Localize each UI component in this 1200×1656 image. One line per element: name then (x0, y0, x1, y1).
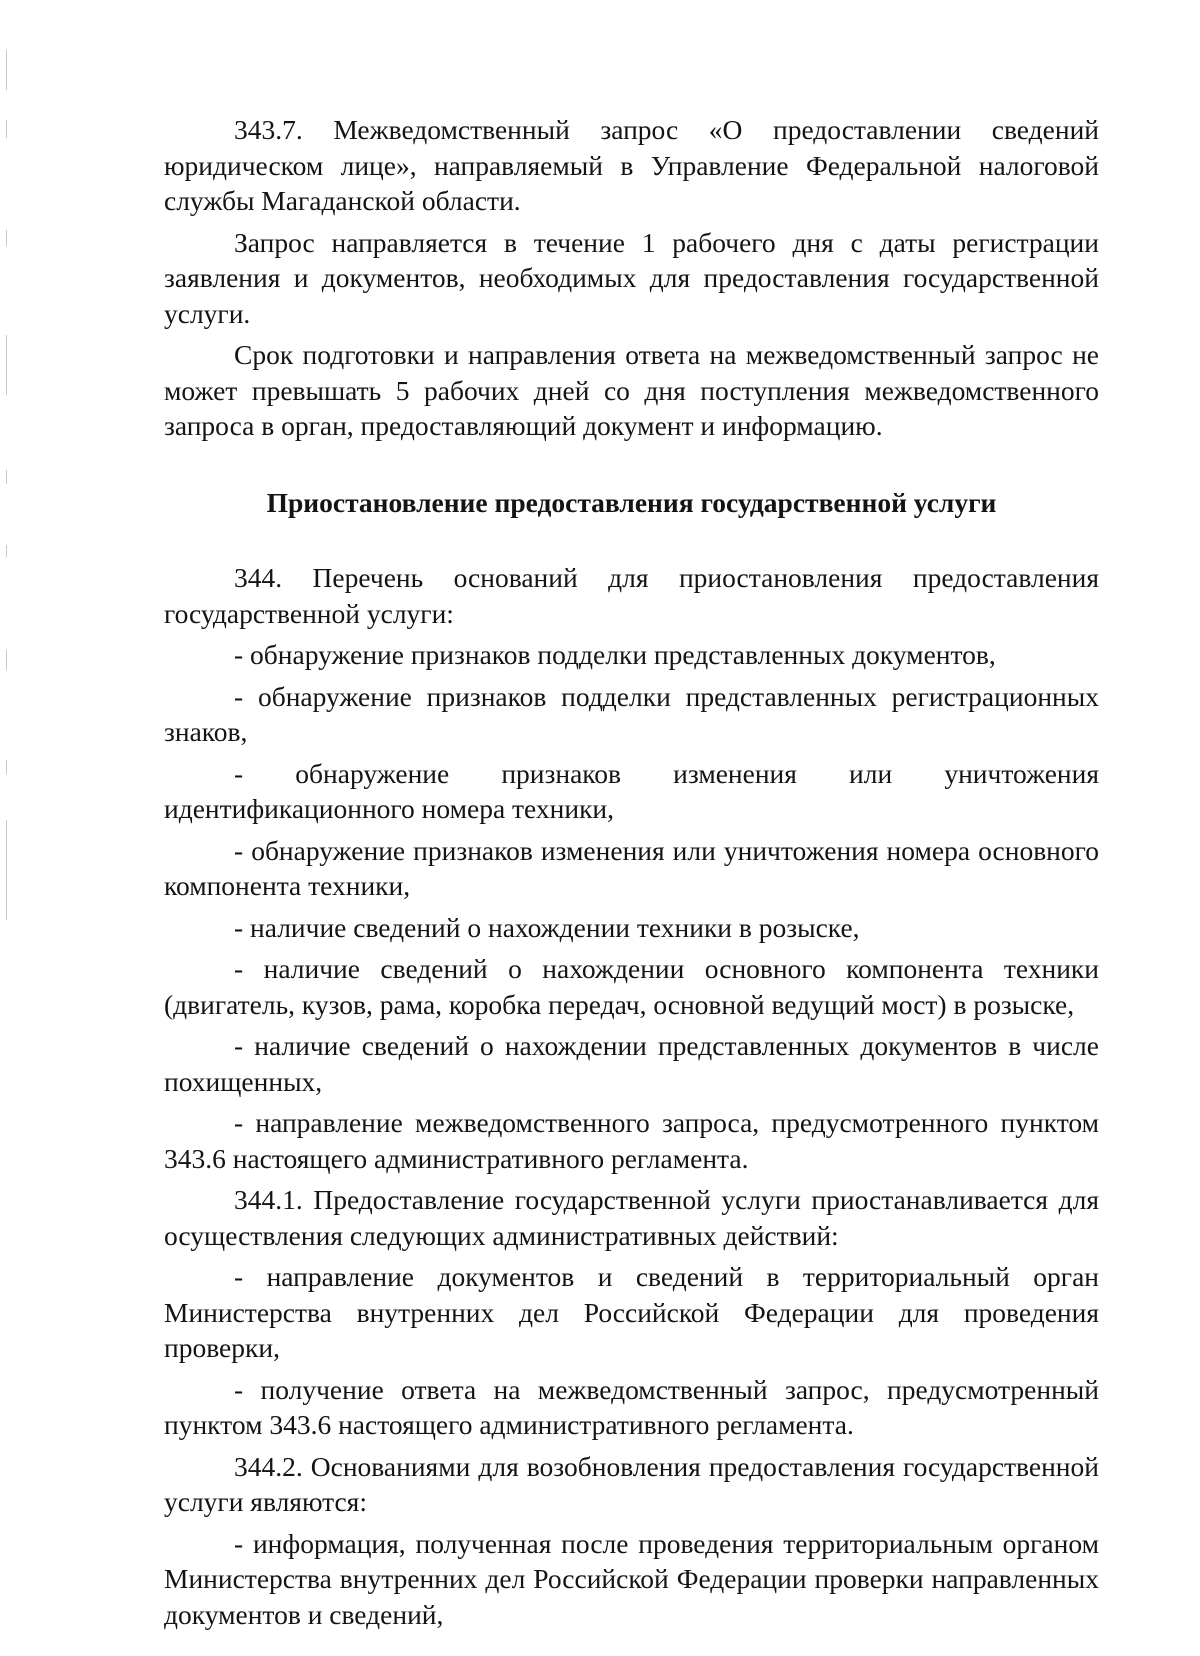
list-item: - информация, полученная после проведения территориальным органом Министерства внутренних дел Российской Федерации проверки направленных документов и сведений, (164, 1527, 1099, 1630)
list-item: - обнаружение признаков подделки представленных регистрационных знаков, (164, 680, 1099, 747)
list-item: - обнаружение признаков изменения или уничтожения идентификационного номера техники, (164, 757, 1099, 824)
document-body (164, 112, 1099, 1632)
paragraph-344-1: 344.1. Предоставление государственной услуги приостанавливается для осуществления следующих административных действий: (164, 1184, 1099, 1251)
paragraph-response-deadline: Срок подготовки и направления ответа на межведомственный запрос не может превышать 5 рабочих дней со дня поступления межведомственного запроса в орган, предоставляющий документ и информацию. (164, 339, 1099, 441)
list-item: - направление межведомственного запроса, предусмотренного пунктом 343.6 настоящего административного регламента. (164, 1107, 1099, 1174)
list-item: - наличие сведений о нахождении техники в розыске, (234, 911, 860, 943)
list-item: - обнаружение признаков изменения или уничтожения номера основного компонента техники, (164, 834, 1099, 901)
list-item: - направление документов и сведений в территориальный орган Министерства внутренних дел Российской Федерации для проведения проверки, (164, 1261, 1099, 1363)
list-item: - обнаружение признаков подделки представленных документов, (234, 639, 996, 670)
paragraph-344: 344. Перечень оснований для приостановления предоставления государственной услуги: (164, 562, 1099, 629)
paragraph-344-2: 344.2. Основаниями для возобновления предоставления государственной услуги являются: (164, 1450, 1099, 1517)
paragraph-request-timing: Запрос направляется в течение 1 рабочего дня с даты регистрации заявления и документов, необходимых для предоставления государственной услуги. (164, 226, 1099, 329)
section-heading: Приостановление предоставления государственной услуги (266, 486, 997, 518)
list-item: - наличие сведений о нахождении представленных документов в числе похищенных, (164, 1030, 1099, 1097)
list-item: - наличие сведений о нахождении основного компонента техники (двигатель, кузов, рама, коробка передач, основной ведущий мост) в розыске, (164, 953, 1099, 1020)
scan-edge-marks (0, 0, 14, 1656)
list-item: - получение ответа на межведомственный запрос, предусмотренный пунктом 343.6 настоящего административного регламента. (164, 1373, 1099, 1440)
paragraph-343-7: 343.7. Межведомственный запрос «О предоставлении сведений юридическом лице», направляемый в Управление Федеральной налоговой службы Магаданской области. (164, 114, 1099, 216)
